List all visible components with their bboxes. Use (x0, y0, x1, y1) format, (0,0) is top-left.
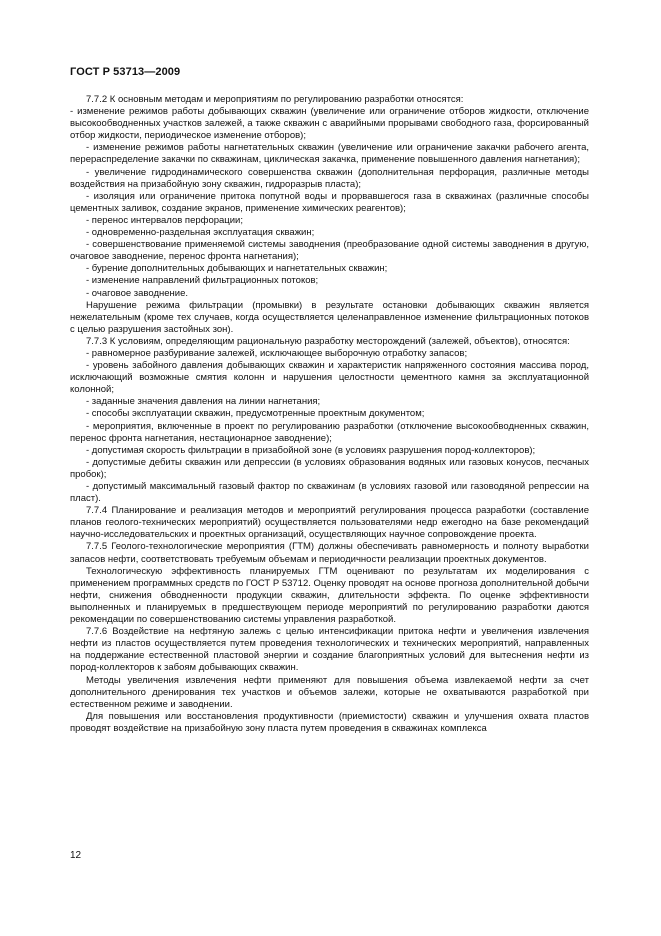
list-item: - перенос интервалов перфорации; (86, 214, 243, 226)
list-item: - допустимый максимальный газовый фактор по скважинам (в условиях газовой или газоводяной репрессии на пласт). (70, 481, 589, 505)
list-item: - увеличение гидродинамического совершенства скважин (дополнительная перфорация, различные методы воздействия на призабойную зону скважин, гидроразрыв пласта); (70, 166, 589, 190)
paragraph: Методы увеличения извлечения нефти применяют для повышения объема извлекаемой нефти за счет дополнительного дренирования тех участков и объемов залежи, которые не охватываются разработкой при естественном режиме и заводнении. (70, 674, 589, 710)
list-item: - способы эксплуатации скважин, предусмотренные проектным документом; (86, 408, 425, 420)
list-item: - допустимые дебиты скважин или депрессии (в условиях образования водяных или газовых конусов, песчаных пробок); (70, 456, 589, 480)
list-item: - заданные значения давления на линии нагнетания; (86, 396, 321, 408)
page-number: 12 (70, 850, 82, 861)
list-item: - бурение дополнительных добывающих и нагнетательных скважин; (86, 263, 388, 275)
list-item: - совершенствование применяемой системы заводнения (преобразование одной системы заводнения в другую, очаговое заводнение, перенос фронта нагнетания); (70, 239, 589, 263)
section-7-7-3-intro: 7.7.3 К условиям, определяющим рациональную разработку месторождений (залежей, объектов), относятся: (86, 335, 570, 347)
paragraph: Технологическую эффективность планируемых ГТМ оценивают по результатам их моделирования с применением программных средств по ГОСТ Р 53712. Оценку проводят на основе прогноза дополнительной добычи нефти, снижения обводненности продукции скважин, длительности эффекта. По оценке эффективности выполненных и планируемых в предшествующем периоде мероприятий по регулированию разработки даются рекомендации по совершенствованию системы управления разработкой. (70, 565, 589, 626)
list-item: - изоляция или ограничение притока попутной воды и прорвавшегося газа в скважинах (различные способы цементных заливок, создание экранов, применение химических реагентов); (70, 190, 589, 214)
section-7-7-6: 7.7.6 Воздействие на нефтяную залежь с целью интенсификации притока нефти и увеличения извлечения нефти из пластов осуществляется путем проведения технологических и технических мероприятий, направленных на поддержание естественной пластовой энергии и создание благоприятных условий для вытеснения нефти из пород-коллекторов к забоям добывающих скважин. (70, 626, 589, 674)
list-item: - уровень забойного давления добывающих скважин и характеристик напряженного состояния массива пород, исключающий возможные смятия колонн и нарушения целостности цементного камня за эксплуатационной колонной; (70, 360, 589, 396)
section-7-7-4: 7.7.4 Планирование и реализация методов и мероприятий регулирования процесса разработки (составление планов геолого-технических мероприятий) осуществляется пользователями недр ежегодно на базе рекомендаций научно-исследовательских и проектных организаций, осуществляющих научное сопровождение проекта. (70, 505, 589, 541)
list-item: - изменение режимов работы добывающих скважин (увеличение или ограничение отборов жидкости, отключение высокообводненных участков залежей, а также скважин с аварийными прорывами свободного газа, форсированный отбор жидкости, периодическое изменение отборов); (70, 106, 589, 142)
paragraph: Для повышения или восстановления продуктивности (приемистости) скважин и улучшения охвата пластов проводят воздействие на призабойную зону пласта путем проведения в скважинах комплекса (70, 710, 589, 734)
list-item: - равномерное разбуривание залежей, исключающее выборочную отработку запасов; (86, 347, 468, 359)
section-7-7-2-intro: 7.7.2 К основным методам и мероприятиям по регулированию разработки относятся: (86, 94, 464, 105)
list-item: - допустимая скорость фильтрации в призабойной зоне (в условиях разрушения пород-коллекторов); (86, 444, 536, 456)
document-body (70, 94, 589, 735)
list-item: - одновременно-раздельная эксплуатация скважин; (86, 227, 315, 239)
list-item: - изменение направлений фильтрационных потоков; (86, 275, 319, 287)
list-item: - мероприятия, включенные в проект по регулированию разработки (отключение высокообводненных скважин, перенос фронта нагнетания, нестационарное заводнение); (70, 420, 589, 444)
document-header: ГОСТ Р 53713—2009 (70, 66, 181, 78)
section-7-7-5: 7.7.5 Геолого-технологические мероприятия (ГТМ) должны обеспечивать равномерность и полноту выработки запасов нефти, соответствовать требуемым объемам и периодичности реализации проектных документов. (70, 541, 589, 565)
list-item: - очаговое заводнение. (86, 287, 188, 299)
paragraph: Нарушение режима фильтрации (промывки) в результате остановки добывающих скважин является нежелательным (кроме тех случаев, когда осуществляется целенаправленное изменение фильтрационных потоков с целью разрушения застойных зон). (70, 299, 589, 335)
list-item: - изменение режимов работы нагнетательных скважин (увеличение или ограничение закачки рабочего агента, перераспределение закачки по скважинам, циклическая закачка, применение повышенного давления нагнетания); (70, 142, 589, 166)
